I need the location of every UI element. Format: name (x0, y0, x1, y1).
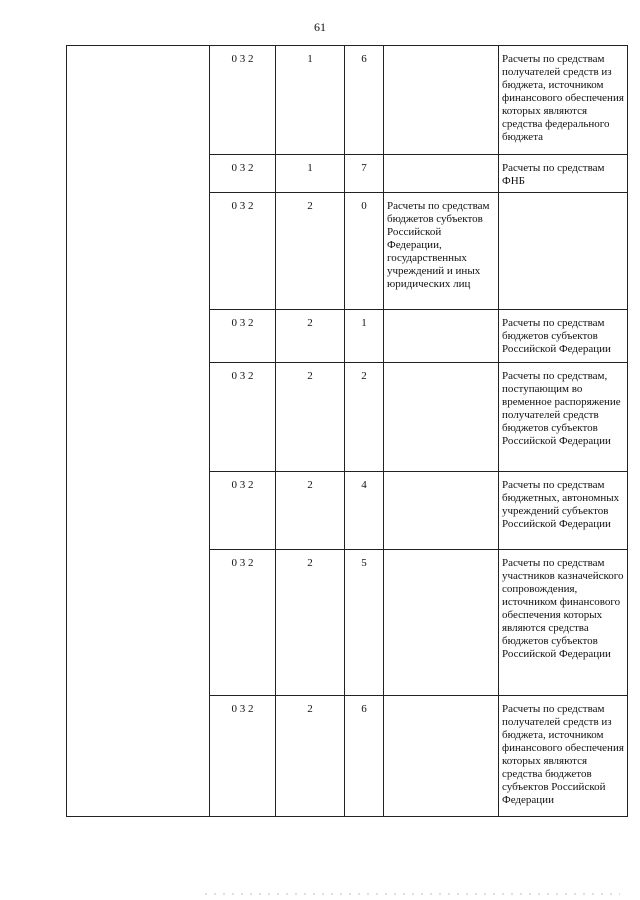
desc-cell: Расчеты по средствам участников казначейского сопровождения, источником финансового обеспечения которых являются средства бюджетов субъектов Российской Федерации (499, 550, 628, 696)
table-row (67, 46, 628, 155)
num1-cell: 1 (276, 155, 345, 193)
group-cell (384, 155, 499, 193)
num2-cell: 1 (345, 310, 384, 363)
accounts-table (66, 45, 628, 817)
page-number: 61 (314, 20, 326, 34)
desc-cell: Расчеты по средствам получателей средств из бюджета, источником финансового обеспечения которых являются средства бюджетов субъектов Российской Федерации (499, 696, 628, 817)
num2-cell: 6 (345, 696, 384, 817)
num1-cell: 2 (276, 696, 345, 817)
desc-cell: Расчеты по средствам получателей средств из бюджета, источником финансового обеспечения которых являются средства федерального бюджета (499, 46, 628, 155)
desc-cell: Расчеты по средствам ФНБ (499, 155, 628, 193)
num1-cell: 1 (276, 46, 345, 155)
scan-specks (205, 893, 620, 895)
group-cell (384, 310, 499, 363)
desc-cell (499, 193, 628, 310)
code-cell: 0 3 2 (210, 310, 276, 363)
group-cell (384, 550, 499, 696)
num2-cell: 2 (345, 363, 384, 472)
num2-cell: 0 (345, 193, 384, 310)
group-cell (384, 472, 499, 550)
code-cell: 0 3 2 (210, 193, 276, 310)
code-cell: 0 3 2 (210, 46, 276, 155)
desc-cell: Расчеты по средствам бюджетных, автономных учреждений субъектов Российской Федерации (499, 472, 628, 550)
num2-cell: 7 (345, 155, 384, 193)
desc-cell: Расчеты по средствам бюджетов субъектов Российской Федерации (499, 310, 628, 363)
num1-cell: 2 (276, 310, 345, 363)
num1-cell: 2 (276, 550, 345, 696)
code-cell: 0 3 2 (210, 363, 276, 472)
code-cell: 0 3 2 (210, 550, 276, 696)
num2-cell: 4 (345, 472, 384, 550)
group-cell (384, 696, 499, 817)
group-cell: Расчеты по средствам бюджетов субъектов Российской Федерации, государственных учреждений и иных юридических лиц (384, 193, 499, 310)
num2-cell: 6 (345, 46, 384, 155)
num1-cell: 2 (276, 363, 345, 472)
code-cell: 0 3 2 (210, 696, 276, 817)
num2-cell: 5 (345, 550, 384, 696)
group-cell (384, 46, 499, 155)
code-cell: 0 3 2 (210, 155, 276, 193)
code-cell: 0 3 2 (210, 472, 276, 550)
num1-cell: 2 (276, 472, 345, 550)
num1-cell: 2 (276, 193, 345, 310)
desc-cell: Расчеты по средствам, поступающим во временное распоряжение получателей средств бюджетов субъектов Российской Федерации (499, 363, 628, 472)
group-cell (384, 363, 499, 472)
left-merged-cell (67, 46, 210, 817)
